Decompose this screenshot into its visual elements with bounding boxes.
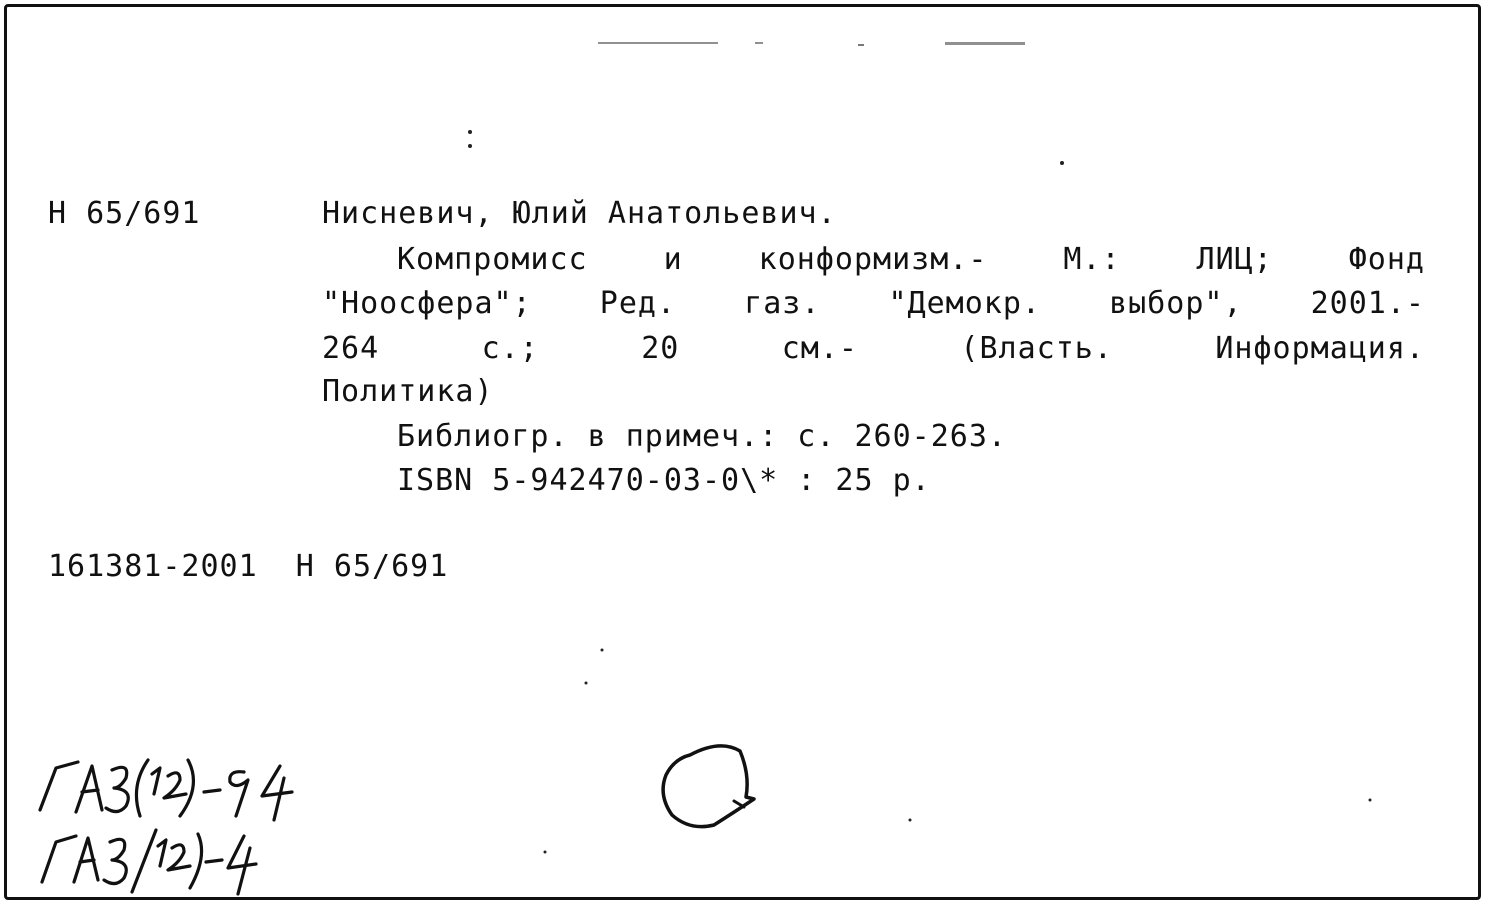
inventory-number: 161381-2001 Н 65/691 xyxy=(48,549,449,584)
series-end: Политика) xyxy=(322,374,494,409)
physical-description: 264 с.; 20 см.- (Власть. Информация. xyxy=(322,331,1425,366)
isbn-price: ISBN 5-942470-03-0\* : 25 р. xyxy=(397,463,931,498)
call-number: Н 65/691 xyxy=(48,196,201,231)
handwritten-classification xyxy=(30,750,350,900)
publication-line: "Ноосфера"; Ред. газ. "Демокр. выбор", 2001.- xyxy=(322,286,1425,321)
author-heading: Нисневич, Юлий Анатольевич. xyxy=(322,196,837,231)
title-statement: Компромисс и конформизм.- М.: ЛИЦ; Фонд xyxy=(397,242,1425,277)
round-stamp-mark xyxy=(650,735,770,845)
bibliography-note: Библиогр. в примеч.: с. 260-263. xyxy=(397,419,1007,454)
